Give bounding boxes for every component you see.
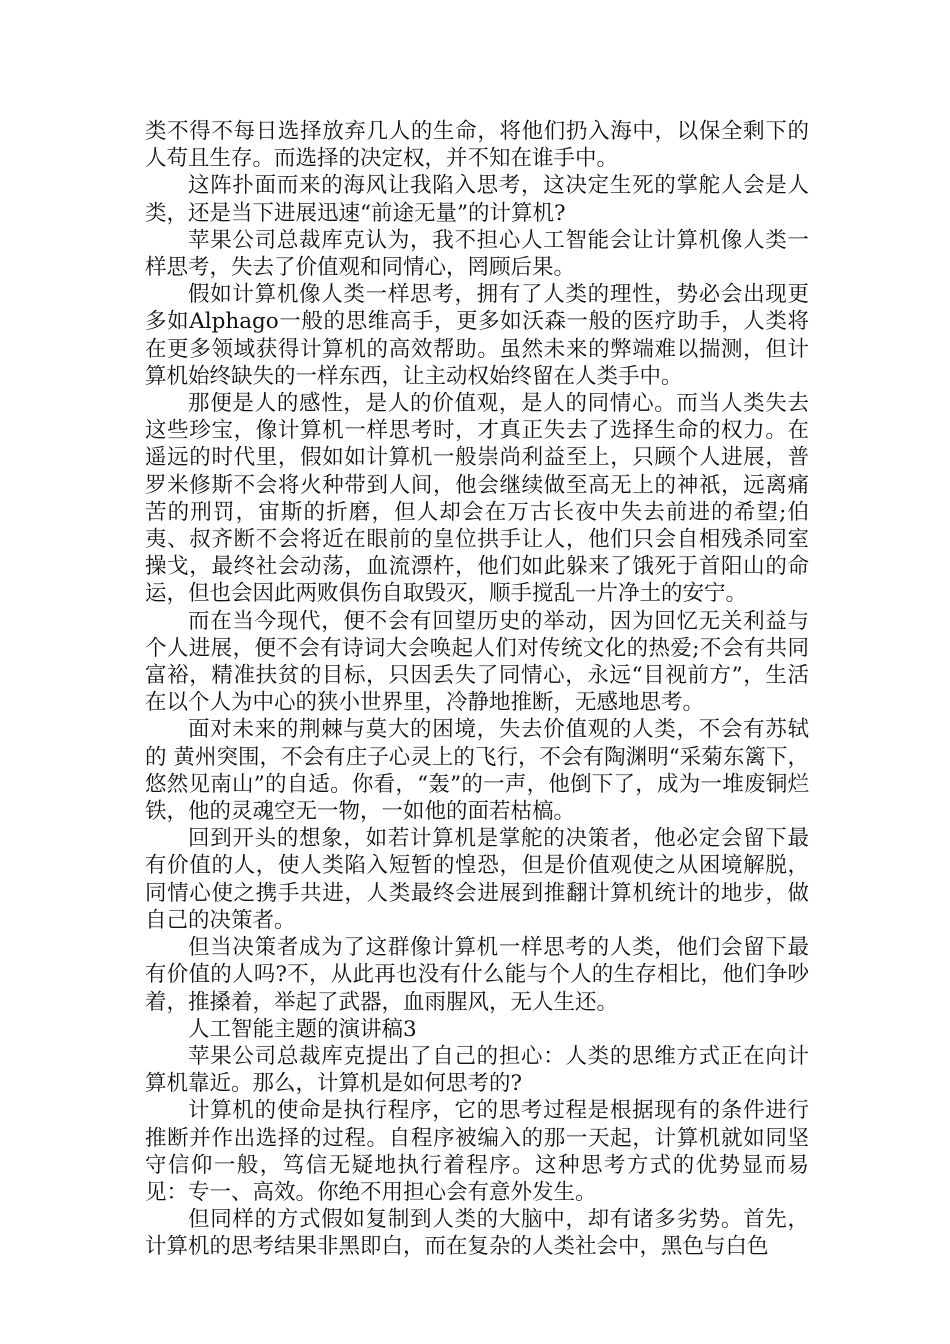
document-body [145,118,809,1261]
paragraph: 面对未来的荆棘与莫大的困境，失去价值观的人类，不会有苏轼的 黄州突围，不会有庄子心灵上的飞行，不会有陶渊明“采菊东篱下，悠然见南山”的自适。你看，“轰”的一声，他倒下了，成为一堆废铜烂铁，他的灵魂空无一物，一如他的面若枯槁。 [145,717,809,825]
paragraph: 假如计算机像人类一样思考，拥有了人类的理性，势必会出现更多如Alphago一般的思维高手，更多如沃森一般的医疗助手，人类将在更多领域获得计算机的高效帮助。虽然未来的弊端难以揣测，但计算机始终缺失的一样东西，让主动权始终留在人类手中。 [145,282,809,389]
paragraph: 但当决策者成为了这群像计算机一样思考的人类，他们会留下最有价值的人吗?不，从此再也没有什么能与个人的生存相比，他们争吵着，推搡着，举起了武器，血雨腥风，无人生还。 [145,935,809,1015]
paragraph: 但同样的方式假如复制到人类的大脑中，却有诸多劣势。首先，计算机的思考结果非黑即白，而在复杂的人类社会中，黑色与白色 [145,1207,809,1260]
paragraph: 苹果公司总裁库克提出了自己的担心：人类的思维方式正在向计算机靠近。那么，计算机是如何思考的? [145,1043,809,1097]
paragraph: 这阵扑面而来的海风让我陷入思考，这决定生死的掌舵人会是人类，还是当下进展迅速“前途无量”的计算机? [145,173,809,226]
paragraph: 而在当今现代，便不会有回望历史的举动，因为回忆无关利益与个人进展，便不会有诗词大会唤起人们对传统文化的热爱;不会有共同富裕，精准扶贫的目标，只因丢失了同情心，永远“目视前方”，生活在以个人为中心的狭小世界里，冷静地推断，无感地思考。 [145,608,809,716]
paragraph: 苹果公司总裁库克认为，我不担心人工智能会让计算机像人类一样思考，失去了价值观和同情心，罔顾后果。 [145,227,809,281]
paragraph: 那便是人的感性，是人的价值观，是人的同情心。而当人类失去这些珍宝，像计算机一样思考时，才真正失去了选择生命的权力。在遥远的时代里，假如如计算机一般崇尚利益至上，只顾个人进展，普罗米修斯不会将火种带到人间，他会继续做至高无上的神祇，远离痛苦的刑罚，宙斯的折磨，但人却会在万古长夜中失去前进的希望;伯夷、叔齐断不会将近在眼前的皇位拱手让人，他们只会自相残杀同室操戈，最终社会动荡，血流漂杵，他们如此躲来了饿死于首阳山的命运，但也会因此两败俱伤自取毁灭，顺手搅乱一片净土的安宁。 [145,391,809,607]
paragraph: 计算机的使命是执行程序，它的思考过程是根据现有的条件进行推断并作出选择的过程。自程序被编入的那一天起，计算机就如同坚守信仰一般，笃信无疑地执行着程序。这种思考方式的优势显而易见：专一、高效。你绝不用担心会有意外发生。 [145,1098,809,1205]
paragraph: 回到开头的想象，如若计算机是掌舵的决策者，他必定会留下最有价值的人，使人类陷入短暂的惶恐，但是价值观使之从困境解脱，同情心使之携手共进，人类最终会进展到推翻计算机统计的地步，做自己的决策者。 [145,826,809,933]
section-heading: 人工智能主题的演讲稿3 [188,1016,417,1042]
paragraph: 类不得不每日选择放弃几人的生命，将他们扔入海中，以保全剩下的人苟且生存。而选择的决定权，并不知在谁手中。 [145,119,809,172]
